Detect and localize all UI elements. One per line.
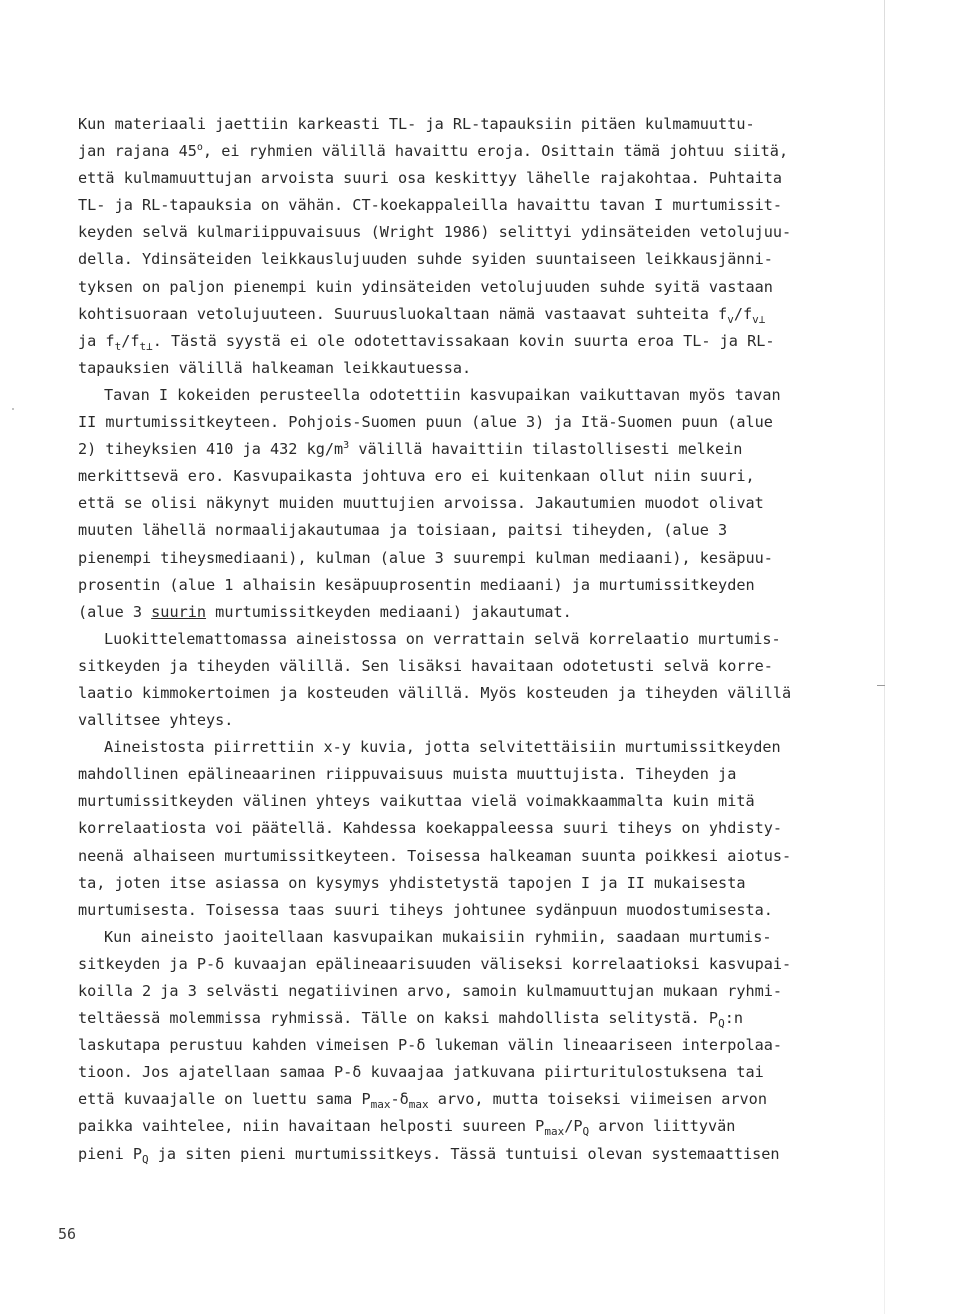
- text-segment: että kulmamuuttujan arvoista suuri osa keskittyy lähelle rajakohtaa. Puhtaita: [78, 169, 783, 188]
- text-line: [78, 1005, 790, 1032]
- text-line: [78, 165, 790, 192]
- text-segment: keyden selvä kulmariippuvaisuus (Wright 1986) selittyi ydinsäteiden vetolujuu-: [78, 223, 792, 242]
- text-line: [78, 1032, 790, 1059]
- text-segment: kohtisuoraan vetolujuuteen. Suuruusluokaltaan nämä vastaavat suhteita f: [78, 304, 728, 323]
- subscript: t: [114, 339, 122, 353]
- text-line: [78, 138, 790, 165]
- text-line: [78, 545, 790, 572]
- scan-edge-line: [884, 0, 885, 1314]
- text-segment: ta, joten itse asiassa on kysymys yhdistetystä tapojen I ja II mukaisesta: [78, 873, 746, 892]
- text-segment: arvon liittyvän: [589, 1117, 736, 1136]
- text-line: [78, 436, 790, 463]
- subscript: Q: [718, 1017, 725, 1031]
- text-segment: murtumissitkeyden mediaani) jakautumat.: [206, 602, 572, 621]
- subscript: max: [370, 1098, 391, 1112]
- text-segment: että kuvaajalle on luettu sama P: [78, 1090, 371, 1109]
- text-segment: että se olisi näkynyt muiden muuttujien arvoissa. Jakautumien muodot olivat: [78, 494, 764, 513]
- text-segment: laskutapa perustuu kahden vimeisen P-δ lukeman välin lineaariseen interpolaa-: [78, 1036, 783, 1055]
- subscript: Q: [582, 1125, 590, 1139]
- text-line: [78, 572, 790, 599]
- text-line: [78, 355, 790, 382]
- text-segment: Aineistosta piirrettiin x-y kuvia, jotta selvitettäisiin murtumissitkeyden: [104, 738, 781, 757]
- text-line: [78, 978, 790, 1005]
- text-line: [78, 409, 790, 436]
- text-segment: merkittsevä ero. Kasvupaikasta johtuva ero ei kuitenkaan ollut niin suuri,: [78, 467, 755, 486]
- text-segment: -δ: [390, 1090, 409, 1109]
- text-segment: 2) tiheyksien 410 ja 432 kg/m: [78, 440, 344, 459]
- text-line: [78, 1086, 790, 1113]
- text-line: [78, 1141, 790, 1168]
- scan-edge-mark: [877, 685, 885, 686]
- text-segment: II murtumissitkeyteen. Pohjois-Suomen puun (alue 3) ja Itä-Suomen puun (alue: [78, 413, 773, 432]
- text-segment: sitkeyden ja tiheyden välillä. Sen lisäksi havaitaan odotetusti selvä korre-: [78, 656, 773, 675]
- scan-speck: [12, 408, 14, 410]
- text-segment: , ei ryhmien välillä havaittu eroja. Osittain tämä johtuu siitä,: [202, 142, 789, 161]
- text-segment: tapauksien välillä halkeaman leikkautuessa.: [78, 358, 472, 377]
- text-segment: . Tästä syystä ei ole odotettavissakaan kovin suurta eroa TL- ja RL-: [152, 331, 775, 350]
- text-segment: sitkeyden ja P-δ kuvaajan epälineaarisuuden väliseksi korrelaatioksi kasvupai-: [78, 954, 792, 973]
- text-segment: prosentin (alue 1 alhaisin kesäpuuprosentin mediaani) ja murtumissitkeyden: [78, 575, 755, 594]
- text-segment: Luokittelemattomassa aineistossa on verrattain selvä korrelaatio murtumis-: [104, 629, 781, 648]
- text-segment: teltäessä molemmissa ryhmissä. Tälle on kaksi mahdollista selitystä. P: [78, 1009, 719, 1028]
- text-line: [78, 1113, 790, 1140]
- text-line: [78, 274, 790, 301]
- text-line: [78, 707, 790, 734]
- text-line: [78, 599, 790, 626]
- text-line: [78, 653, 790, 680]
- text-segment: vallitsee yhteys.: [78, 711, 234, 730]
- text-line: [78, 246, 790, 273]
- text-segment: korrelaatiosta voi päätellä. Kahdessa koekappaleessa suuri tiheys on yhdisty-: [78, 819, 783, 838]
- text-line: [78, 382, 790, 409]
- subscript: Q: [142, 1152, 149, 1166]
- text-line: [78, 301, 790, 328]
- text-segment: jan rajana 45: [78, 142, 197, 161]
- text-segment: pieni P: [78, 1144, 143, 1163]
- text-line: [78, 219, 790, 246]
- text-segment: /f: [121, 331, 140, 350]
- page-number: 56: [58, 1225, 77, 1243]
- subscript: max: [544, 1125, 565, 1139]
- text-segment: TL- ja RL-tapauksia on vähän. CT-koekappaleilla havaittu tavan I murtumissit-: [78, 196, 783, 215]
- text-segment: pienempi tiheysmediaani), kulman (alue 3 suurempi kulman mediaani), kesäpuu-: [78, 548, 773, 567]
- subscript: max: [408, 1098, 429, 1112]
- body-text: [78, 111, 790, 1168]
- text-line: [78, 490, 790, 517]
- text-segment: (alue 3: [78, 602, 152, 621]
- text-segment: :n: [724, 1009, 743, 1028]
- subscript: v: [727, 312, 734, 326]
- text-line: [78, 517, 790, 544]
- text-line: [78, 897, 790, 924]
- text-segment: suurin: [151, 602, 207, 621]
- text-segment: välillä havaittiin tilastollisesti melkein: [349, 440, 743, 459]
- text-segment: Tavan I kokeiden perusteella odotettiin kasvupaikan vaikuttavan myös tavan: [104, 385, 781, 404]
- superscript: o: [196, 142, 203, 154]
- text-line: [78, 788, 790, 815]
- text-segment: murtumisesta. Toisessa taas suuri tiheys johtunee sydänpuun muodostumisesta.: [78, 900, 773, 919]
- text-segment: neenä alhaiseen murtumissitkeyteen. Toisessa halkeaman suunta poikkesi aiotus-: [78, 846, 792, 865]
- text-line: [78, 680, 790, 707]
- text-line: [78, 761, 790, 788]
- text-segment: koilla 2 ja 3 selvästi negatiivinen arvo, samoin kulmamuuttujan mukaan ryhmi-: [78, 982, 783, 1000]
- text-line: [78, 843, 790, 870]
- text-line: [78, 328, 790, 355]
- text-segment: murtumissitkeyden välinen yhteys vaikuttaa vielä voimakkaammalta kuin mitä: [78, 792, 755, 811]
- subscript: v⊥: [752, 312, 766, 326]
- text-line: [78, 815, 790, 842]
- text-line: [78, 924, 790, 951]
- superscript: 3: [343, 440, 350, 452]
- text-line: [78, 1059, 790, 1086]
- text-segment: /f: [733, 304, 753, 323]
- text-line: [78, 111, 790, 138]
- text-segment: Kun materiaali jaettiin karkeasti TL- ja RL-tapauksiin pitäen kulmamuuttu-: [78, 115, 755, 133]
- text-segment: tioon. Jos ajatellaan samaa P-δ kuvaajaa jatkuvana piirturitulostuksena tai: [78, 1063, 764, 1082]
- text-segment: mahdollinen epälineaarinen riippuvaisuus muista muuttujista. Tiheyden ja: [78, 765, 737, 784]
- text-segment: muuten lähellä normaalijakautumaa ja toisiaan, paitsi tiheyden, (alue 3: [78, 521, 728, 540]
- text-line: [78, 626, 790, 653]
- text-segment: arvo, mutta toiseksi viimeisen arvon: [428, 1090, 767, 1109]
- text-line: [78, 734, 790, 761]
- text-line: [78, 192, 790, 219]
- text-segment: ja siten pieni murtumissitkeys. Tässä tuntuisi olevan systemaattisen: [148, 1144, 780, 1163]
- text-line: [78, 951, 790, 978]
- text-segment: Kun aineisto jaoitellaan kasvupaikan mukaisiin ryhmiin, saadaan murtumis-: [104, 927, 772, 946]
- text-segment: laatio kimmokertoimen ja kosteuden välillä. Myös kosteuden ja tiheyden välillä: [78, 683, 792, 702]
- text-segment: paikka vaihtelee, niin havaitaan helposti suureen P: [78, 1117, 545, 1136]
- text-segment: tyksen on paljon pienempi kuin ydinsäteiden vetolujuuden suhde syitä vastaan: [78, 277, 773, 296]
- text-line: [78, 463, 790, 490]
- text-line: [78, 870, 790, 897]
- text-segment: ja f: [78, 331, 115, 350]
- subscript: t⊥: [139, 339, 153, 353]
- text-segment: /P: [564, 1117, 583, 1136]
- text-segment: della. Ydinsäteiden leikkauslujuuden suhde syiden suuntaiseen leikkausjänni-: [78, 250, 773, 269]
